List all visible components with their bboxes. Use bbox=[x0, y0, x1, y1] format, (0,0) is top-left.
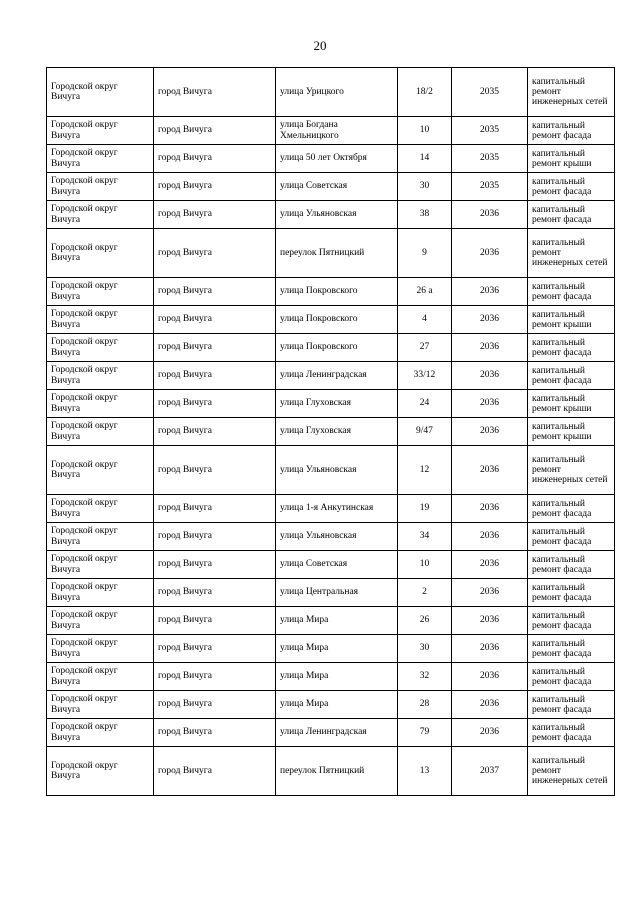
okrug-cell: Городской округ Вичуга bbox=[47, 145, 154, 173]
okrug-cell: Городской округ Вичуга bbox=[47, 117, 154, 145]
street-cell: улица Покровского bbox=[276, 306, 398, 334]
table-body bbox=[47, 68, 615, 796]
work-type-cell: капитальный ремонт фасада bbox=[528, 201, 615, 229]
work-type-cell: капитальный ремонт инженерных сетей bbox=[528, 229, 615, 278]
table-row bbox=[47, 117, 615, 145]
city-cell: город Вичуга bbox=[154, 446, 276, 495]
work-type-cell: капитальный ремонт инженерных сетей bbox=[528, 446, 615, 495]
year-cell: 2036 bbox=[452, 229, 528, 278]
year-cell: 2037 bbox=[452, 747, 528, 796]
work-type-cell: капитальный ремонт фасада bbox=[528, 278, 615, 306]
table-row bbox=[47, 523, 615, 551]
okrug-cell: Городской округ Вичуга bbox=[47, 418, 154, 446]
city-cell: город Вичуга bbox=[154, 719, 276, 747]
year-cell: 2036 bbox=[452, 390, 528, 418]
city-cell: город Вичуга bbox=[154, 173, 276, 201]
table-row bbox=[47, 201, 615, 229]
year-cell: 2036 bbox=[452, 418, 528, 446]
okrug-cell: Городской округ Вичуга bbox=[47, 68, 154, 117]
house-number-cell: 33/12 bbox=[398, 362, 452, 390]
year-cell: 2035 bbox=[452, 173, 528, 201]
table-row bbox=[47, 635, 615, 663]
okrug-cell: Городской округ Вичуга bbox=[47, 607, 154, 635]
table-row bbox=[47, 551, 615, 579]
year-cell: 2036 bbox=[452, 446, 528, 495]
house-number-cell: 26 bbox=[398, 607, 452, 635]
work-type-cell: капитальный ремонт фасада bbox=[528, 117, 615, 145]
work-type-cell: капитальный ремонт фасада bbox=[528, 691, 615, 719]
street-cell: улица Мира bbox=[276, 691, 398, 719]
street-cell: улица Богдана Хмельницкого bbox=[276, 117, 398, 145]
city-cell: город Вичуга bbox=[154, 418, 276, 446]
work-type-cell: капитальный ремонт фасада bbox=[528, 579, 615, 607]
year-cell: 2036 bbox=[452, 607, 528, 635]
city-cell: город Вичуга bbox=[154, 68, 276, 117]
house-number-cell: 34 bbox=[398, 523, 452, 551]
table-row bbox=[47, 390, 615, 418]
street-cell: переулок Пятницкий bbox=[276, 229, 398, 278]
city-cell: город Вичуга bbox=[154, 607, 276, 635]
table-row bbox=[47, 607, 615, 635]
table-row bbox=[47, 173, 615, 201]
work-type-cell: капитальный ремонт крыши bbox=[528, 306, 615, 334]
okrug-cell: Городской округ Вичуга bbox=[47, 663, 154, 691]
house-number-cell: 79 bbox=[398, 719, 452, 747]
street-cell: улица Советская bbox=[276, 173, 398, 201]
year-cell: 2036 bbox=[452, 201, 528, 229]
city-cell: город Вичуга bbox=[154, 145, 276, 173]
okrug-cell: Городской округ Вичуга bbox=[47, 390, 154, 418]
table-row bbox=[47, 418, 615, 446]
work-type-cell: капитальный ремонт крыши bbox=[528, 145, 615, 173]
house-number-cell: 14 bbox=[398, 145, 452, 173]
house-number-cell: 18/2 bbox=[398, 68, 452, 117]
year-cell: 2035 bbox=[452, 145, 528, 173]
okrug-cell: Городской округ Вичуга bbox=[47, 173, 154, 201]
table-row bbox=[47, 579, 615, 607]
work-type-cell: капитальный ремонт фасада bbox=[528, 495, 615, 523]
okrug-cell: Городской округ Вичуга bbox=[47, 334, 154, 362]
street-cell: улица Ленинградская bbox=[276, 719, 398, 747]
year-cell: 2036 bbox=[452, 663, 528, 691]
city-cell: город Вичуга bbox=[154, 362, 276, 390]
city-cell: город Вичуга bbox=[154, 691, 276, 719]
house-number-cell: 30 bbox=[398, 173, 452, 201]
okrug-cell: Городской округ Вичуга bbox=[47, 579, 154, 607]
okrug-cell: Городской округ Вичуга bbox=[47, 691, 154, 719]
okrug-cell: Городской округ Вичуга bbox=[47, 201, 154, 229]
okrug-cell: Городской округ Вичуга bbox=[47, 747, 154, 796]
work-type-cell: капитальный ремонт фасада bbox=[528, 551, 615, 579]
city-cell: город Вичуга bbox=[154, 579, 276, 607]
work-type-cell: капитальный ремонт инженерных сетей bbox=[528, 68, 615, 117]
okrug-cell: Городской округ Вичуга bbox=[47, 362, 154, 390]
city-cell: город Вичуга bbox=[154, 306, 276, 334]
work-type-cell: капитальный ремонт фасада bbox=[528, 523, 615, 551]
table-row bbox=[47, 663, 615, 691]
street-cell: улица Ульяновская bbox=[276, 446, 398, 495]
street-cell: улица Ленинградская bbox=[276, 362, 398, 390]
year-cell: 2036 bbox=[452, 551, 528, 579]
street-cell: улица Мира bbox=[276, 663, 398, 691]
year-cell: 2036 bbox=[452, 719, 528, 747]
okrug-cell: Городской округ Вичуга bbox=[47, 551, 154, 579]
work-type-cell: капитальный ремонт фасада bbox=[528, 334, 615, 362]
okrug-cell: Городской округ Вичуга bbox=[47, 306, 154, 334]
table-row bbox=[47, 719, 615, 747]
repair-schedule-table bbox=[46, 67, 615, 796]
work-type-cell: капитальный ремонт крыши bbox=[528, 390, 615, 418]
house-number-cell: 32 bbox=[398, 663, 452, 691]
table-row bbox=[47, 145, 615, 173]
table-row bbox=[47, 495, 615, 523]
house-number-cell: 27 bbox=[398, 334, 452, 362]
street-cell: улица Ульяновская bbox=[276, 201, 398, 229]
street-cell: улица 1-я Анкутинская bbox=[276, 495, 398, 523]
work-type-cell: капитальный ремонт фасада bbox=[528, 635, 615, 663]
city-cell: город Вичуга bbox=[154, 117, 276, 145]
year-cell: 2036 bbox=[452, 691, 528, 719]
table-row bbox=[47, 278, 615, 306]
okrug-cell: Городской округ Вичуга bbox=[47, 495, 154, 523]
house-number-cell: 9/47 bbox=[398, 418, 452, 446]
house-number-cell: 30 bbox=[398, 635, 452, 663]
city-cell: город Вичуга bbox=[154, 747, 276, 796]
house-number-cell: 28 bbox=[398, 691, 452, 719]
work-type-cell: капитальный ремонт инженерных сетей bbox=[528, 747, 615, 796]
year-cell: 2036 bbox=[452, 362, 528, 390]
street-cell: улица Глуховская bbox=[276, 418, 398, 446]
okrug-cell: Городской округ Вичуга bbox=[47, 278, 154, 306]
year-cell: 2035 bbox=[452, 117, 528, 145]
house-number-cell: 26 а bbox=[398, 278, 452, 306]
okrug-cell: Городской округ Вичуга bbox=[47, 635, 154, 663]
street-cell: улица Центральная bbox=[276, 579, 398, 607]
city-cell: город Вичуга bbox=[154, 278, 276, 306]
okrug-cell: Городской округ Вичуга bbox=[47, 446, 154, 495]
city-cell: город Вичуга bbox=[154, 663, 276, 691]
okrug-cell: Городской округ Вичуга bbox=[47, 229, 154, 278]
house-number-cell: 12 bbox=[398, 446, 452, 495]
year-cell: 2036 bbox=[452, 334, 528, 362]
okrug-cell: Городской округ Вичуга bbox=[47, 719, 154, 747]
work-type-cell: капитальный ремонт крыши bbox=[528, 418, 615, 446]
street-cell: улица Мира bbox=[276, 635, 398, 663]
year-cell: 2036 bbox=[452, 635, 528, 663]
work-type-cell: капитальный ремонт фасада bbox=[528, 719, 615, 747]
year-cell: 2035 bbox=[452, 68, 528, 117]
street-cell: улица Советская bbox=[276, 551, 398, 579]
table-row bbox=[47, 334, 615, 362]
city-cell: город Вичуга bbox=[154, 635, 276, 663]
year-cell: 2036 bbox=[452, 278, 528, 306]
city-cell: город Вичуга bbox=[154, 523, 276, 551]
house-number-cell: 10 bbox=[398, 117, 452, 145]
street-cell: улица Глуховская bbox=[276, 390, 398, 418]
table-row bbox=[47, 747, 615, 796]
street-cell: улица Мира bbox=[276, 607, 398, 635]
city-cell: город Вичуга bbox=[154, 495, 276, 523]
year-cell: 2036 bbox=[452, 495, 528, 523]
page-number: 20 bbox=[313, 38, 327, 53]
street-cell: улица Ульяновская bbox=[276, 523, 398, 551]
work-type-cell: капитальный ремонт фасада bbox=[528, 607, 615, 635]
house-number-cell: 2 bbox=[398, 579, 452, 607]
house-number-cell: 9 bbox=[398, 229, 452, 278]
street-cell: улица Покровского bbox=[276, 278, 398, 306]
year-cell: 2036 bbox=[452, 523, 528, 551]
table-row bbox=[47, 229, 615, 278]
house-number-cell: 19 bbox=[398, 495, 452, 523]
house-number-cell: 13 bbox=[398, 747, 452, 796]
house-number-cell: 24 bbox=[398, 390, 452, 418]
year-cell: 2036 bbox=[452, 306, 528, 334]
street-cell: переулок Пятницкий bbox=[276, 747, 398, 796]
okrug-cell: Городской округ Вичуга bbox=[47, 523, 154, 551]
table-row bbox=[47, 68, 615, 117]
house-number-cell: 38 bbox=[398, 201, 452, 229]
work-type-cell: капитальный ремонт фасада bbox=[528, 173, 615, 201]
street-cell: улица 50 лет Октября bbox=[276, 145, 398, 173]
street-cell: улица Покровского bbox=[276, 334, 398, 362]
table-row bbox=[47, 306, 615, 334]
table-row bbox=[47, 362, 615, 390]
table-row bbox=[47, 446, 615, 495]
city-cell: город Вичуга bbox=[154, 334, 276, 362]
street-cell: улица Урицкого bbox=[276, 68, 398, 117]
work-type-cell: капитальный ремонт фасада bbox=[528, 362, 615, 390]
house-number-cell: 4 bbox=[398, 306, 452, 334]
year-cell: 2036 bbox=[452, 579, 528, 607]
city-cell: город Вичуга bbox=[154, 201, 276, 229]
city-cell: город Вичуга bbox=[154, 390, 276, 418]
table-row bbox=[47, 691, 615, 719]
city-cell: город Вичуга bbox=[154, 551, 276, 579]
house-number-cell: 10 bbox=[398, 551, 452, 579]
city-cell: город Вичуга bbox=[154, 229, 276, 278]
work-type-cell: капитальный ремонт фасада bbox=[528, 663, 615, 691]
